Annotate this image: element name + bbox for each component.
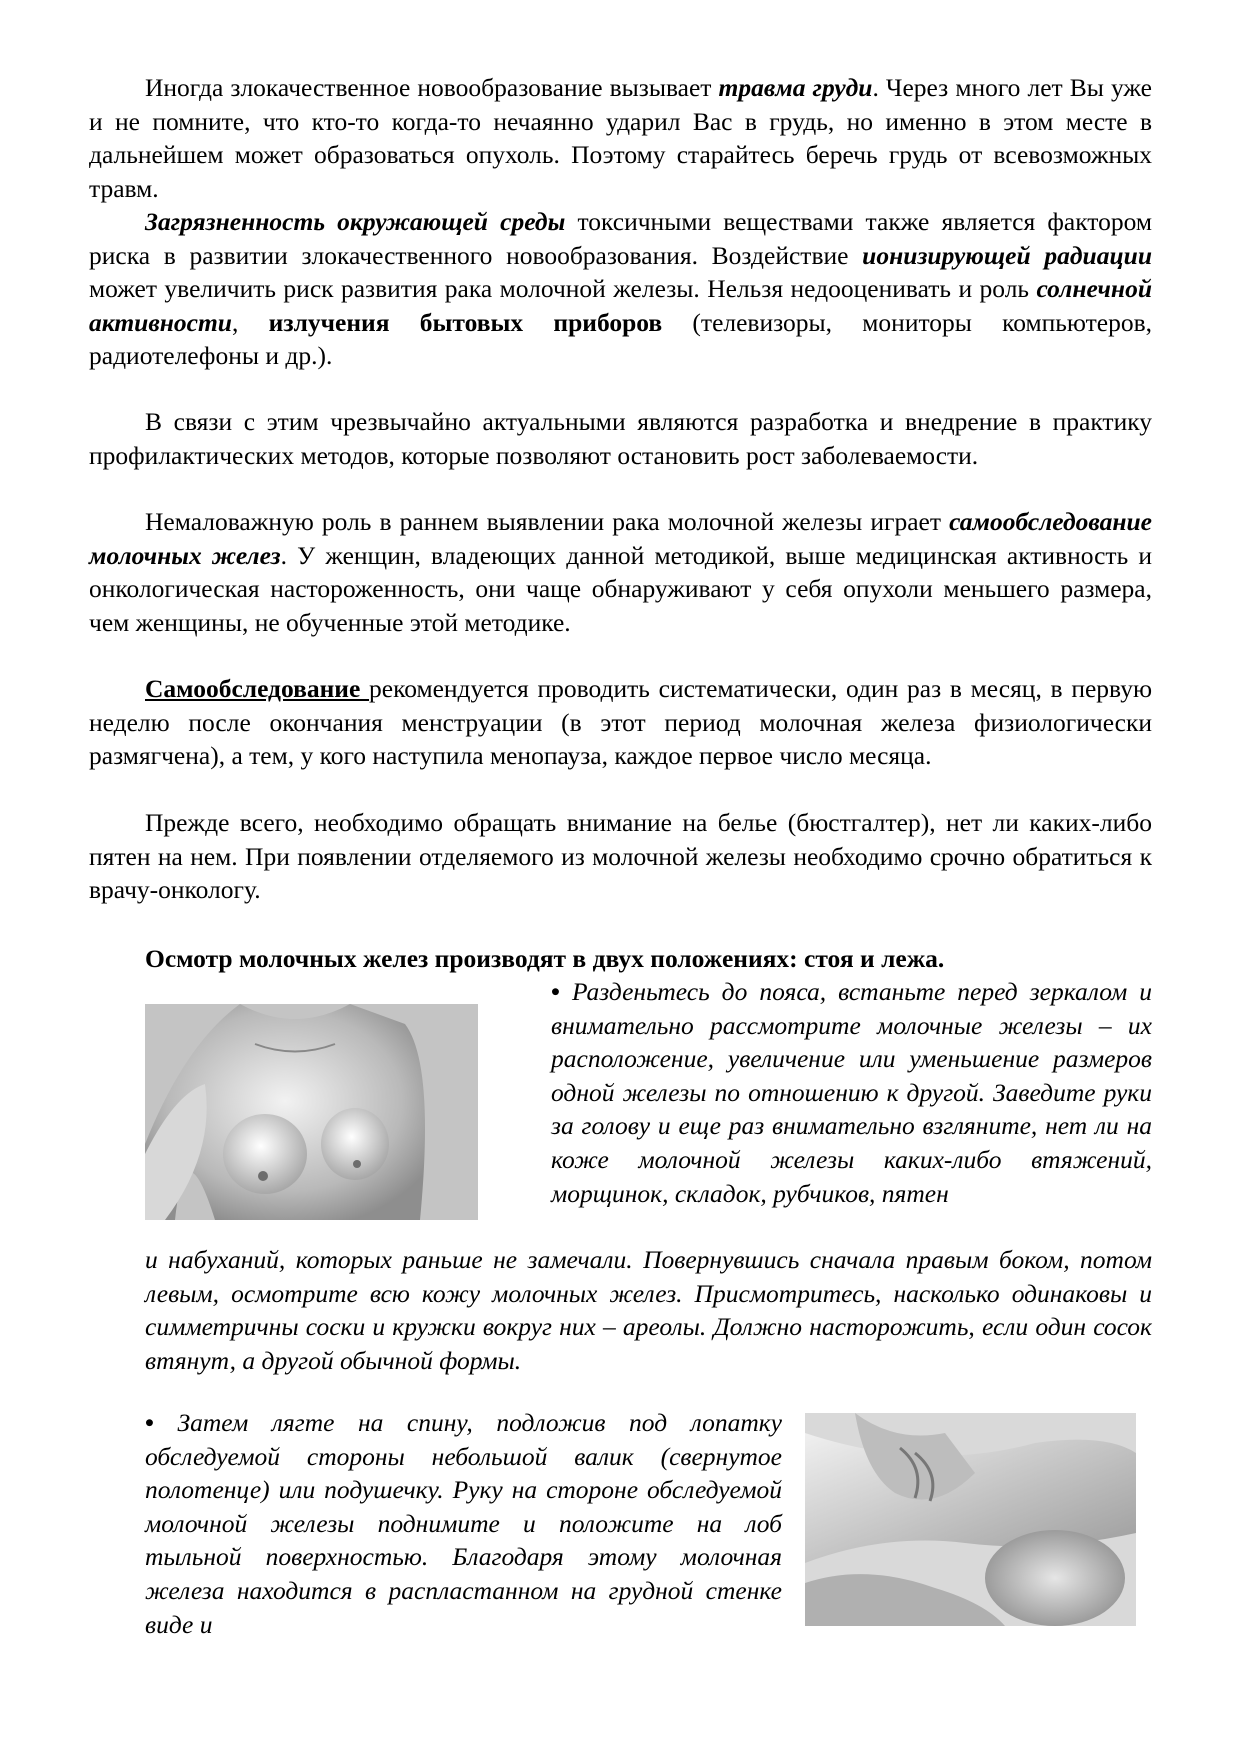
emphasis-radiation: ионизирующей радиации xyxy=(862,240,1152,270)
emphasis-trauma: травма груди xyxy=(718,73,873,102)
paragraph-environment: Загрязненность окружающей среды токсичными веществами также является фактором риска в развитии злокачественного новообразования. Воздействие ионизирующей радиации может увеличить риск развития рака молочной железы. Нельзя недооценивать и роль солнечной активности, излучения бытовых приборов (телевизоры, мониторы компьютеров, радиотелефоны и др.). xyxy=(89,207,1153,371)
emphasis-appliances: излучения бытовых приборов xyxy=(268,307,663,337)
standing-torso-photo xyxy=(145,1004,478,1220)
paragraph-self-exam-schedule: Самообследование рекомендуется проводить систематически, один раз в месяц, в первую неделю после окончания менструации (в этот период молочная железа физиологически размягчена), а тем, у кого наступила менопауза, каждое первое число месяца. xyxy=(89,674,1153,771)
emphasis-pollution: Загрязненность окружающей среды xyxy=(145,207,566,236)
lying-exam-illustration xyxy=(805,1413,1136,1626)
bullet-step2: • xyxy=(145,1408,154,1437)
standing-torso-illustration xyxy=(145,1004,478,1220)
paragraph-self-exam-role: Немаловажную роль в раннем выявлении рака молочной железы играет самообследование молочных желез. У женщин, владеющих данной методикой, выше медицинская активность и онкологическая настороженность, они чаще обнаруживают у себя опухоли меньшего размера, чем женщины, не обученные этой методике. xyxy=(89,507,1153,637)
emphasis-self-exam: самообследование молочных желез xyxy=(89,507,1152,570)
step1-text-continuation: и набуханий, которых раньше не замечали. Повернувшись сначала правым боком, потом левым, осмотрите всю кожу молочных желез. Присмотритесь, насколько одинаковы и симметричны соски и кружки вокруг них – ареолы. Должно насторожить, если один сосок втянут, а другой обычной формы. xyxy=(145,1245,1152,1375)
emphasis-self-exam-underlined: Самообследование xyxy=(145,674,370,703)
step2-text: • Затем лягте на спину, подложив под лопатку обследуемой стороны небольшой валик (свернутое полотенце) или подушечку. Руку на стороне обследуемой молочной железы поднимите и положите на лоб тыльной поверхностью. Благодаря этому молочная железа находится в распластанном на грудной стенке виде и xyxy=(145,1408,782,1639)
bullet-step1: • xyxy=(551,977,560,1006)
paragraph-underwear: Прежде всего, необходимо обращать внимание на белье (бюстгалтер), нет ли каких-либо пятен на нем. При появлении отделяемого из молочной железы необходимо срочно обратиться к врачу-онкологу. xyxy=(89,808,1152,905)
step1-text-beside-photo: • Разденьтесь до пояса, встаньте перед зеркалом и внимательно рассмотрите молочные железы – их расположение, увеличение или уменьшение размеров одной железы по отношению к другой. Заведите руки за голову и еще раз внимательно взгляните, нет ли на коже молочной железы каких-либо втяжений, морщинок, складок, рубчиков, пятен xyxy=(551,977,1152,1208)
lying-exam-photo xyxy=(805,1413,1136,1626)
paragraph-prevention: В связи с этим чрезвычайно актуальными являются разработка и внедрение в практику профилактических методов, которые позволяют остановить рост заболеваемости. xyxy=(89,407,1152,470)
section-heading: Осмотр молочных желез производят в двух положениях: стоя и лежа. xyxy=(145,944,945,973)
emphasis-solar: солнечной активности xyxy=(89,274,1152,337)
paragraph-trauma: Иногда злокачественное новообразование вызывает травма груди. Через много лет Вы уже и не помните, что кто-то когда-то нечаянно ударил Вас в грудь, но именно в этом месте в дальнейшем может образоваться опухоль. Поэтому старайтесь беречь грудь от всевозможных травм. xyxy=(89,73,1152,203)
